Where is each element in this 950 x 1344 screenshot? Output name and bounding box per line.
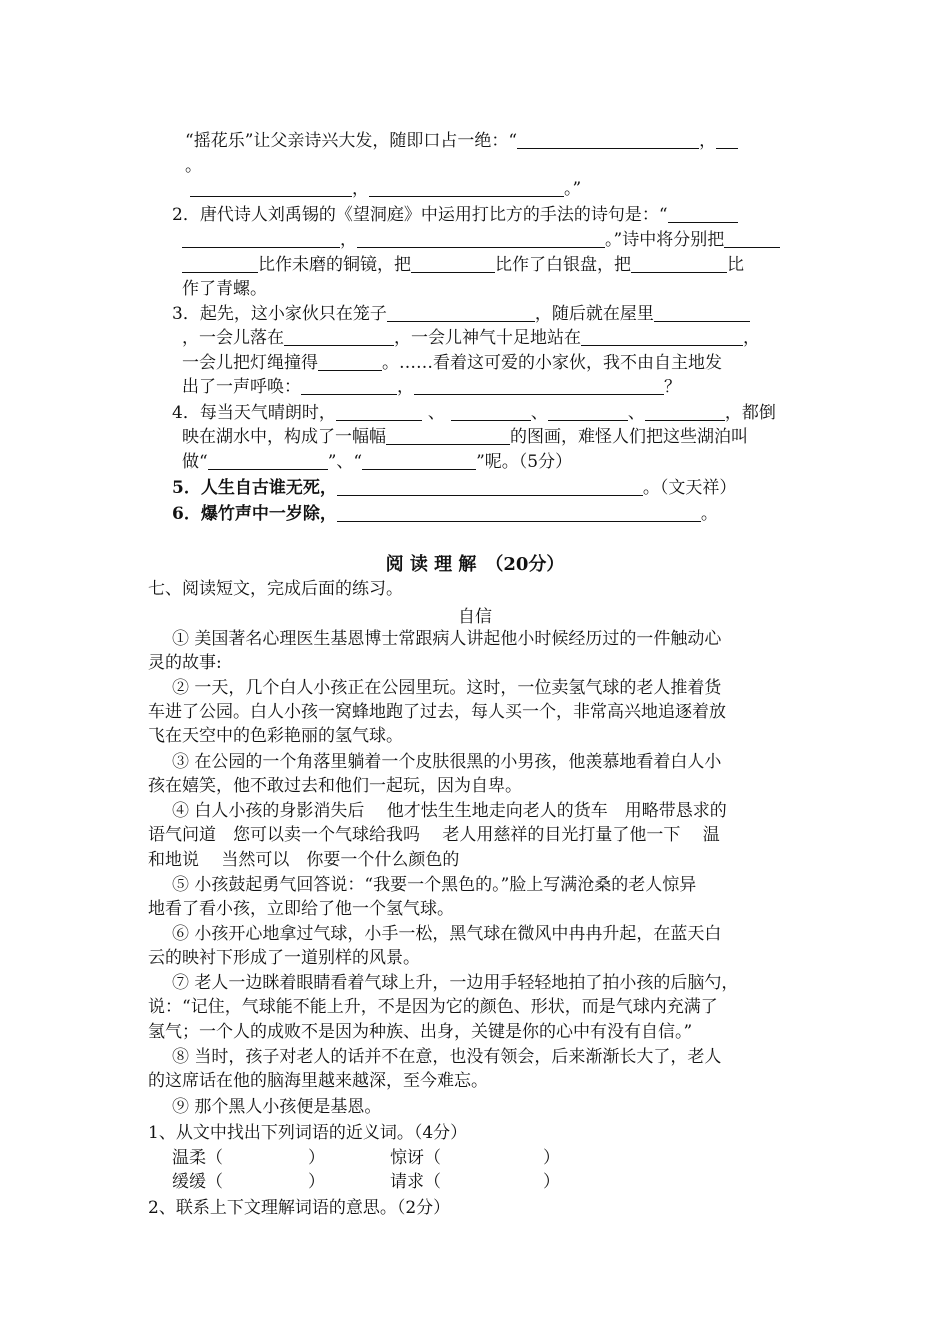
synonym-item-4[interactable]: 请求（ ） (390, 1172, 560, 1192)
paragraph-5-line-1: ⑤ 小孩鼓起勇气回答说：“我要一个黑色的。”脸上写满沧桑的老人惊异 (172, 875, 697, 895)
exercise-2: 2、联系上下文理解词语的意思。（2分） (148, 1198, 451, 1218)
fill-line-2: 。 (185, 156, 202, 176)
question-4-line-2: 映在湖水中，构成了一幅幅 的图画，难怪人们把这些湖泊叫 (182, 427, 748, 447)
blank[interactable] (581, 327, 743, 346)
blank[interactable] (716, 130, 738, 149)
paragraph-3-line-1: ③ 在公园的一个角落里躺着一个皮肤很黑的小男孩，他羡慕地看着白人小 (172, 752, 722, 772)
blank[interactable] (337, 503, 701, 522)
paragraph-8-line-2: 的这席话在他的脑海里越来越深，至今难忘。 (148, 1071, 488, 1091)
question-6: 6．爆竹声中一岁除， 。 (172, 504, 718, 524)
blank[interactable] (411, 254, 495, 273)
question-3-line-3: 一会儿把灯绳撞得 。……看着这可爱的小家伙，我不由自主地发 (182, 353, 722, 373)
blank[interactable] (654, 303, 750, 322)
blank[interactable] (301, 376, 397, 395)
blank[interactable] (318, 352, 382, 371)
blank[interactable] (190, 178, 352, 197)
blank[interactable] (414, 376, 664, 395)
paragraph-2-line-2: 车进了公园。白人小孩一窝蜂地跑了过去，每人买一个，非常高兴地追逐着放 (148, 702, 726, 722)
paragraph-3-line-2: 孩在嬉笑，他不敢过去和他们一起玩，因为自卑。 (148, 776, 522, 796)
synonym-item-2[interactable]: 惊讶（ ） (390, 1148, 560, 1168)
blank[interactable] (387, 303, 535, 322)
blank[interactable] (182, 254, 258, 273)
paragraph-1-line-1: ① 美国著名心理医生基恩博士常跟病人讲起他小时候经历过的一件触动心 (172, 629, 722, 649)
question-2-line-1: 2．唐代诗人刘禹锡的《望洞庭》中运用打比方的手法的诗句是：“ (172, 203, 738, 227)
passage-title: 自信 (458, 607, 492, 627)
section-heading: 阅 读 理 解 （20分） (385, 554, 565, 575)
paragraph-6-line-1: ⑥ 小孩开心地拿过气球，小手一松，黑气球在微风中冉冉升起，在蓝天白 (172, 924, 722, 944)
question-2-line-4: 作了青螺。 (182, 279, 267, 299)
blank[interactable] (369, 178, 564, 197)
paragraph-2-line-1: ② 一天，几个白人小孩正在公园里玩。这时，一位卖氢气球的老人推着货 (172, 678, 722, 698)
question-3-line-1: 3．起先，这小家伙只在笼子 ，随后就在屋里 (172, 302, 750, 326)
paragraph-4-line-1: ④ 白人小孩的身影消失后 他才怯生生地走向老人的货车 用略带恳求的 (172, 801, 727, 821)
exercise-1: 1、从文中找出下列词语的近义词。（4分） (148, 1123, 468, 1143)
paragraph-8-line-1: ⑧ 当时，孩子对老人的话并不在意，也没有领会，后来渐渐长大了，老人 (172, 1047, 722, 1067)
blank[interactable] (517, 130, 699, 149)
blank[interactable] (357, 229, 605, 248)
paragraph-7-line-3: 氢气；一个人的成败不是因为种族、出身，关键是你的心中有没有自信。” (148, 1022, 693, 1042)
paragraph-4-line-3: 和地说 当然可以 你要一个什么颜色的 (148, 850, 460, 870)
blank[interactable] (548, 402, 628, 421)
question-3-line-4: 出了一声呼唤： ， ？ (182, 377, 681, 397)
paragraph-7-line-1: ⑦ 老人一边眯着眼睛看着气球上升，一边用手轻轻地拍了拍小孩的后脑勺， (172, 973, 739, 993)
blank[interactable] (386, 426, 510, 445)
question-3-line-2: ，一会儿落在 ，一会儿神气十足地站在 ， (182, 328, 760, 348)
question-5: 5．人生自古谁无死， 。（文天祥） (172, 478, 737, 498)
blank[interactable] (362, 451, 476, 470)
question-4-line-1: 4．每当天气晴朗时， 、 、 、 ，都倒 (172, 403, 776, 423)
paragraph-2-line-3: 飞在天空中的色彩艳丽的氢气球。 (148, 726, 403, 746)
paragraph-6-line-2: 云的映衬下形成了一道别样的风景。 (148, 948, 420, 968)
fill-line-1: “摇花乐”让父亲诗兴大发，随即口占一绝：“ ， (185, 129, 738, 153)
blank[interactable] (208, 451, 328, 470)
paragraph-9: ⑨ 那个黑人小孩便是基恩。 (172, 1097, 382, 1117)
blank[interactable] (668, 204, 738, 223)
blank[interactable] (336, 402, 422, 421)
blank[interactable] (645, 402, 725, 421)
paragraph-5-line-2: 地看了看小孩，立即给了他一个氢气球。 (148, 899, 454, 919)
paragraph-7-line-2: 说：“记住，气球能不能上升，不是因为它的颜色、形状，而是气球内充满了 (148, 997, 718, 1017)
blank[interactable] (337, 477, 643, 496)
blank[interactable] (724, 229, 780, 248)
synonym-item-3[interactable]: 缓缓（ ） (172, 1172, 325, 1192)
blank[interactable] (182, 229, 340, 248)
paragraph-4-line-2: 语气问道 您可以卖一个气球给我吗 老人用慈祥的目光打量了他一下 温 (148, 825, 720, 845)
fill-line-3: ， 。” (190, 177, 581, 201)
blank[interactable] (284, 327, 394, 346)
blank[interactable] (631, 254, 727, 273)
question-4-line-3: 做“ ”、“ ”呢。（5分） (182, 452, 573, 472)
question-2-line-2: ， 。”诗中将分别把 (182, 228, 780, 252)
question-2-line-3: 比作未磨的铜镜，把 比作了白银盘，把 比 (182, 253, 744, 277)
blank[interactable] (451, 402, 531, 421)
paragraph-1-line-2: 灵的故事: (148, 653, 222, 673)
instruction: 七、阅读短文，完成后面的练习。 (148, 579, 403, 599)
synonym-item-1[interactable]: 温柔（ ） (172, 1148, 325, 1168)
